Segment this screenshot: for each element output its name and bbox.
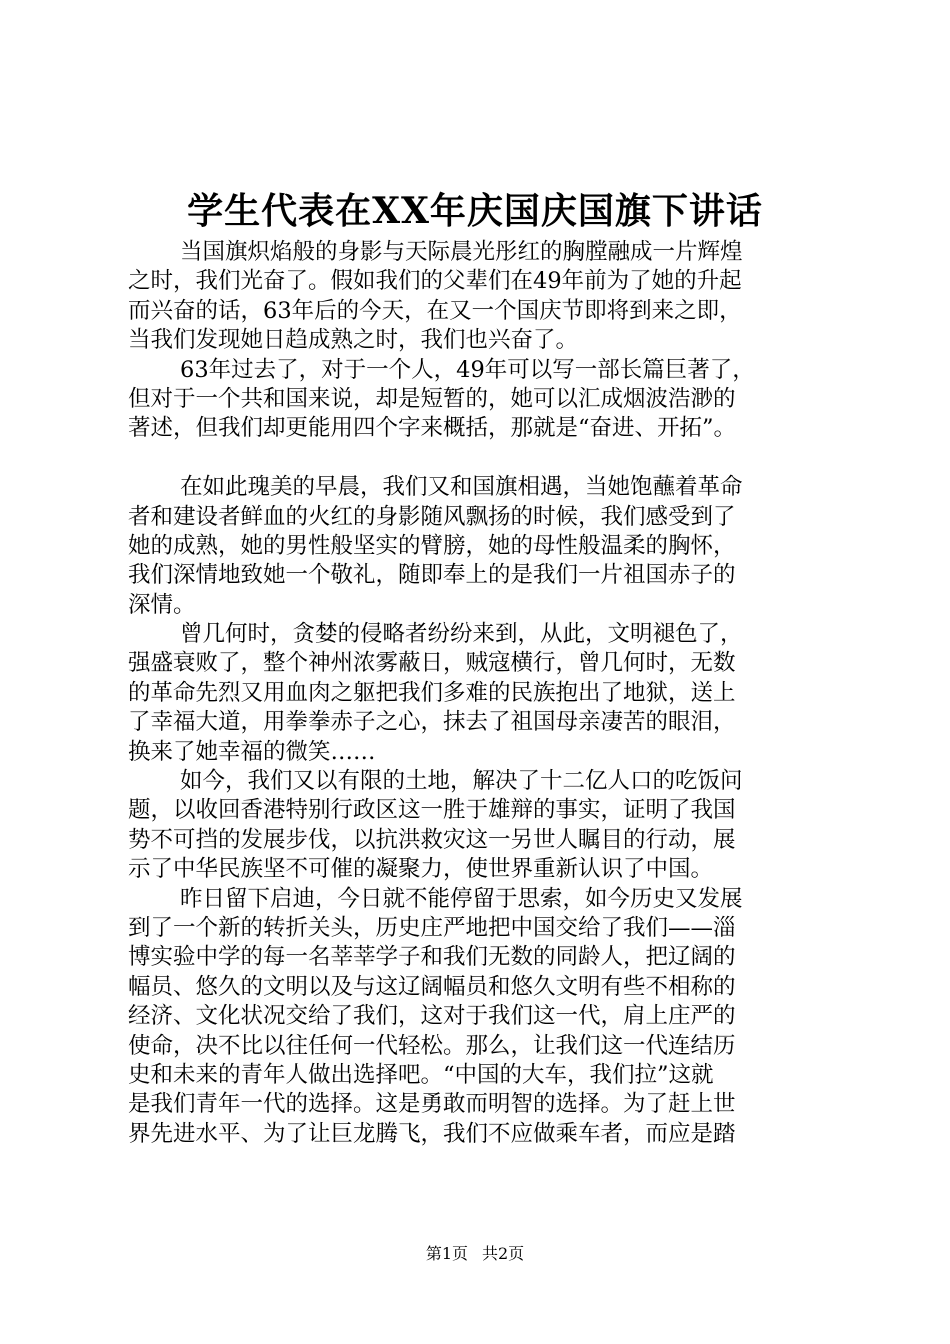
paragraph-line: 如今，我们又以有限的土地，解决了十二亿人口的吃饭问	[180, 768, 743, 795]
paragraph-line: 是我们青年一代的选择。这是勇敢而明智的选择。为了赶上世	[128, 1091, 736, 1118]
paragraph-line: 经济、文化状况交给了我们，这对于我们这一代，肩上庄严的	[128, 1003, 736, 1030]
paragraph-line: 深情。	[128, 591, 196, 618]
paragraph-line: 之时，我们光奋了。假如我们的父辈们在49年前为了她的升起	[128, 268, 742, 295]
page-number-current: 第1页	[425, 1244, 468, 1263]
paragraph-line: 我们深情地致她一个敬礼，随即奉上的是我们一片祖国赤子的	[128, 562, 736, 589]
paragraph-line: 题，以收回香港特别行政区这一胜于雄辩的事实，证明了我国	[128, 797, 736, 824]
paragraph-line: 但对于一个共和国来说，却是短暂的，她可以汇成烟波浩渺的	[128, 385, 736, 412]
paragraph-line: 在如此瑰美的早晨，我们又和国旗相遇，当她饱蘸着革命	[180, 474, 743, 501]
page-number-total: 共2页	[482, 1244, 525, 1263]
paragraph-line: 她的成熟，她的男性般坚实的臂膀，她的母性般温柔的胸怀，	[128, 532, 736, 559]
paragraph-line: 当国旗炽焰般的身影与天际晨光彤红的胸膛融成一片辉煌	[180, 239, 743, 265]
paragraph-line: 强盛衰败了，整个神州浓雾蔽日，贼寇横行，曾几何时，无数	[128, 650, 736, 677]
paragraph-line: 著述，但我们却更能用四个字来概括，那就是“奋进、开拓”。	[128, 415, 737, 442]
paragraph-line: 的革命先烈又用血肉之躯把我们多难的民族抱出了地狱，送上	[128, 679, 736, 706]
paragraph-line: 示了中华民族坚不可催的凝聚力，使世界重新认识了中国。	[128, 856, 714, 883]
paragraph-line: 到了一个新的转折关头，历史庄严地把中国交给了我们——淄	[128, 914, 736, 941]
paragraph-line: 昨日留下启迪，今日就不能停留于思索，如今历史又发展	[180, 885, 743, 912]
paragraph-line: 幅员、悠久的文明以及与这辽阔幅员和悠久文明有些不相称的	[128, 973, 736, 1000]
paragraph-line: 势不可挡的发展步伐，以抗洪救灾这一另世人瞩目的行动，展	[128, 826, 736, 853]
paragraph-line: 博实验中学的每一名莘莘学子和我们无数的同龄人，把辽阔的	[128, 944, 736, 971]
paragraph-line: 界先进水平、为了让巨龙腾飞，我们不应做乘车者，而应是踏	[128, 1120, 736, 1147]
paragraph-line: 者和建设者鲜血的火红的身影随风飘扬的时候，我们感受到了	[128, 503, 736, 530]
paragraph-line: 当我们发现她日趋成熟之时，我们也兴奋了。	[128, 327, 579, 354]
paragraph-line: 使命，决不比以往任何一代轻松。那么，让我们这一代连结历	[128, 1032, 736, 1059]
document-body	[128, 238, 848, 1149]
paragraph-line: 曾几何时，贪婪的侵略者纷纷来到，从此，文明褪色了，	[180, 621, 743, 648]
paragraph-line: 63年过去了，对于一个人，49年可以写一部长篇巨著了，	[180, 356, 755, 383]
page-footer	[0, 1243, 950, 1265]
paragraph-line: 史和未来的青年人做出选择吧。“中国的大车，我们拉”这就	[128, 1061, 714, 1088]
document-title: 学生代表在XX年庆国庆国旗下讲话	[187, 190, 763, 232]
paragraph-line: 而兴奋的话，63年后的今天，在又一个国庆节即将到来之即，	[128, 297, 742, 324]
paragraph-line: 了幸福大道，用拳拳赤子之心，抹去了祖国母亲凄苦的眼泪，	[128, 709, 736, 736]
blank-line	[128, 444, 848, 473]
paragraph-line: 换来了她幸福的微笑……	[128, 738, 376, 765]
